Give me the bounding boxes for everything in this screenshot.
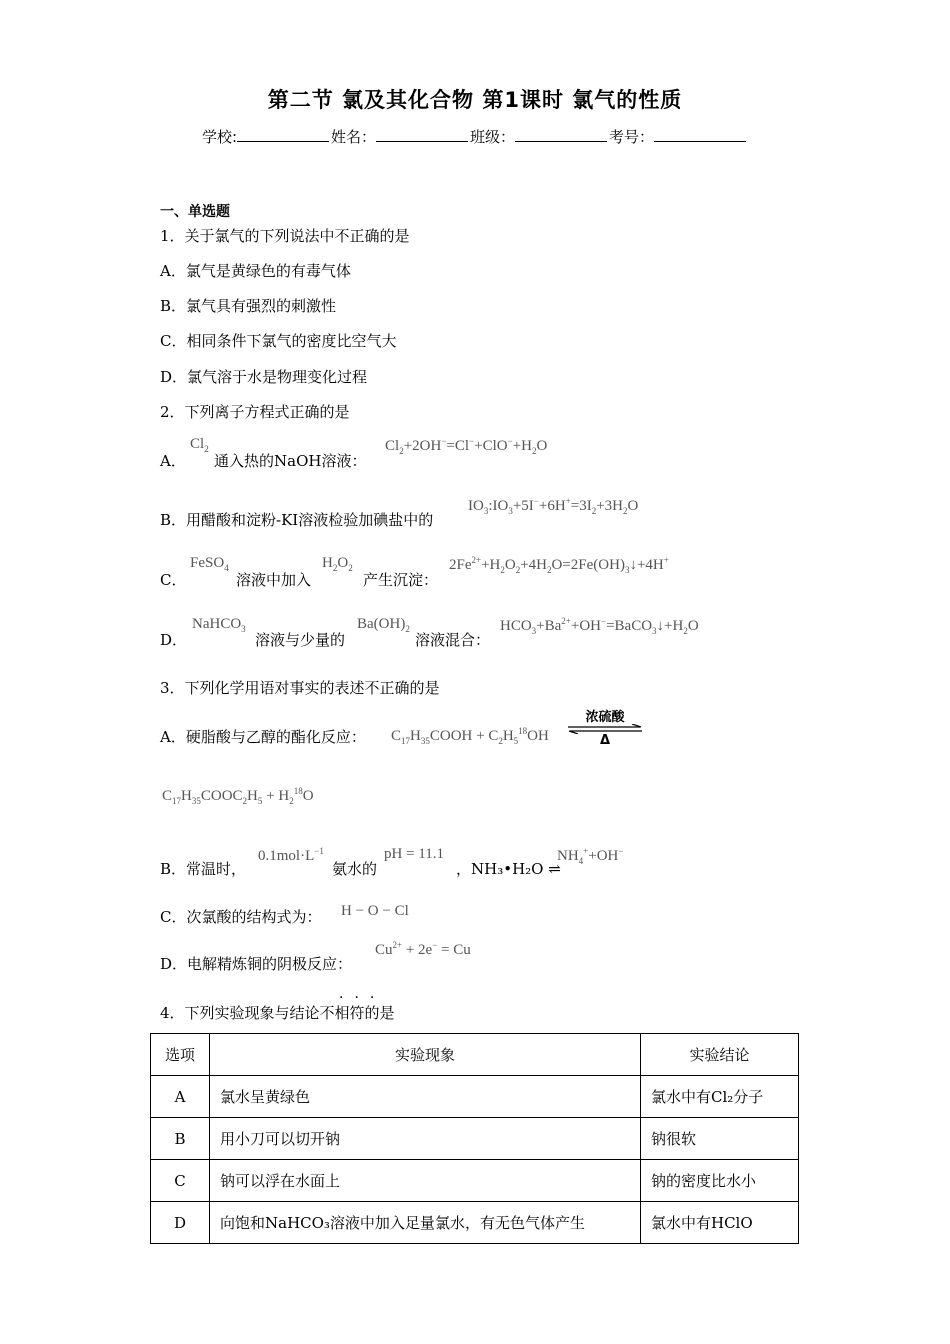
q2-a-equation: $Cl_2+2OH^-=Cl^-+ClO^-+H_2O$ (385, 436, 548, 456)
q1-stem: 1．关于氯气的下列说法中不正确的是 (160, 227, 410, 245)
q2-option-c-text1: 溶液中加入 (236, 571, 312, 589)
row-option: B (151, 1118, 210, 1160)
section-title: 一、单选题 (160, 204, 230, 220)
q3-option-c-text: C．次氯酸的结构式为： (160, 908, 322, 926)
q2-option-c-label: C． (160, 571, 187, 589)
q3-b-ions: $NH_4^++OH^-$ (557, 846, 624, 866)
table-row (151, 1076, 799, 1118)
q3-d-equation: $Cu^{2+} + 2e^- = Cu$ (375, 940, 471, 958)
q3-option-d-text: D．电解精炼铜的阴极反应： (160, 955, 353, 973)
row-conclusion: 钠的密度比水小 (641, 1160, 799, 1202)
q2-d-formula-nahco3: NaHCO$_3$ (192, 616, 246, 634)
q2-c-formula-feso4: FeSO$_4$ (190, 555, 229, 573)
row-conclusion: 钠很软 (641, 1118, 799, 1160)
q2-stem: 2．下列离子方程式正确的是 (160, 403, 350, 421)
class-blank[interactable] (515, 127, 607, 142)
reversible-arrow (566, 708, 644, 748)
name-label: 姓名： (331, 128, 377, 146)
student-info-line (0, 126, 950, 147)
q1-option-b: B．氯气具有强烈的刺激性 (160, 297, 337, 315)
q3-b-ph: pH = 11.1 (384, 846, 444, 862)
school-label: 学校: (201, 128, 237, 146)
arrow-catalyst-label: 浓硫酸 (585, 710, 625, 725)
q2-option-a-label: A． (160, 452, 186, 470)
q2-option-b-text: B．用醋酸和淀粉-KI溶液检验加碘盐中的 (160, 511, 434, 529)
q3-option-b-text3: ，NH₃•H₂O ⇌ (456, 860, 561, 878)
exam-label: 考号： (609, 128, 655, 146)
row-option: D (151, 1202, 210, 1244)
row-conclusion: 氯水中有Cl₂分子 (641, 1076, 799, 1118)
q1-option-d: D．氯气溶于水是物理变化过程 (160, 368, 368, 386)
q3-a-reactants: $C_{17}H_{35}COOH + C_2H_5^{18}OH$ (391, 726, 549, 746)
emphasis-dots: ··· (339, 990, 386, 1006)
q2-option-d-label: D． (160, 631, 188, 649)
page-title: 第二节 氯及其化合物 第1课时 氯气的性质 (267, 88, 683, 112)
q1-option-a: A．氯气是黄绿色的有毒气体 (160, 262, 351, 280)
row-phenomenon: 钠可以浮在水面上 (210, 1160, 641, 1202)
header-option: 选项 (151, 1034, 210, 1076)
q2-a-formula-cl2: $Cl_2$ (190, 436, 209, 454)
table-header-row (151, 1034, 799, 1076)
row-phenomenon: 用小刀可以切开钠 (210, 1118, 641, 1160)
q2-b-equation: $IO_3:IO_3+5I^-+6H^+=3I_2+3H_2O$ (468, 496, 639, 516)
table-row (151, 1118, 799, 1160)
q2-option-c-text2: 产生沉淀： (363, 571, 439, 589)
q3-c-structure: H − O − Cl (341, 903, 409, 919)
q3-option-b-text2: 氨水的 (332, 860, 378, 878)
experiment-table (150, 1033, 799, 1244)
q2-option-d-text2: 溶液混合： (415, 631, 491, 649)
class-label: 班级： (470, 128, 516, 146)
arrow-heat-label: Δ (599, 733, 611, 748)
q1-option-c: C．相同条件下氯气的密度比空气大 (160, 332, 397, 350)
q2-d-equation: $HCO_3+Ba^{2+}+OH^-=BaCO_3↓+H_2O$ (500, 616, 699, 636)
q3-option-a-text: A．硬脂酸与乙醇的酯化反应： (160, 728, 366, 746)
exam-blank[interactable] (654, 127, 746, 142)
table-row (151, 1160, 799, 1202)
q2-d-formula-baoh2: $Ba(OH)_2$ (357, 616, 410, 634)
table-row (151, 1202, 799, 1244)
header-phenomenon: 实验现象 (210, 1034, 641, 1076)
header-conclusion: 实验结论 (641, 1034, 799, 1076)
q2-option-d-text1: 溶液与少量的 (255, 631, 346, 649)
name-blank[interactable] (376, 127, 468, 142)
row-phenomenon: 向饱和NaHCO₃溶液中加入足量氯水，有无色气体产生 (210, 1202, 641, 1244)
row-option: A (151, 1076, 210, 1118)
q2-c-equation: $2Fe^{2+}+H_2O_2+4H_2O=2Fe(OH)_3↓+4H^+$ (449, 555, 669, 575)
q2-option-a-text: 通入热的NaOH溶液： (214, 452, 367, 470)
q4-stem: 4．下列实验现象与结论不相符的是 (160, 1004, 395, 1022)
q3-stem: 3．下列化学用语对事实的表述不正确的是 (160, 679, 440, 697)
q3-a-products: $C_{17}H_{35}COOC_2H_5 + H_2^{18}O$ (162, 786, 314, 806)
q3-b-concentration: $0.1mol\cdot L^{-1}$ (258, 846, 324, 864)
school-blank[interactable] (237, 127, 329, 142)
q2-c-formula-h2o2: $H_2O_2$ (322, 555, 353, 573)
row-phenomenon: 氯水呈黄绿色 (210, 1076, 641, 1118)
row-option: C (151, 1160, 210, 1202)
row-conclusion: 氯水中有HClO (641, 1202, 799, 1244)
q3-option-b-text1: B．常温时， (160, 860, 247, 878)
